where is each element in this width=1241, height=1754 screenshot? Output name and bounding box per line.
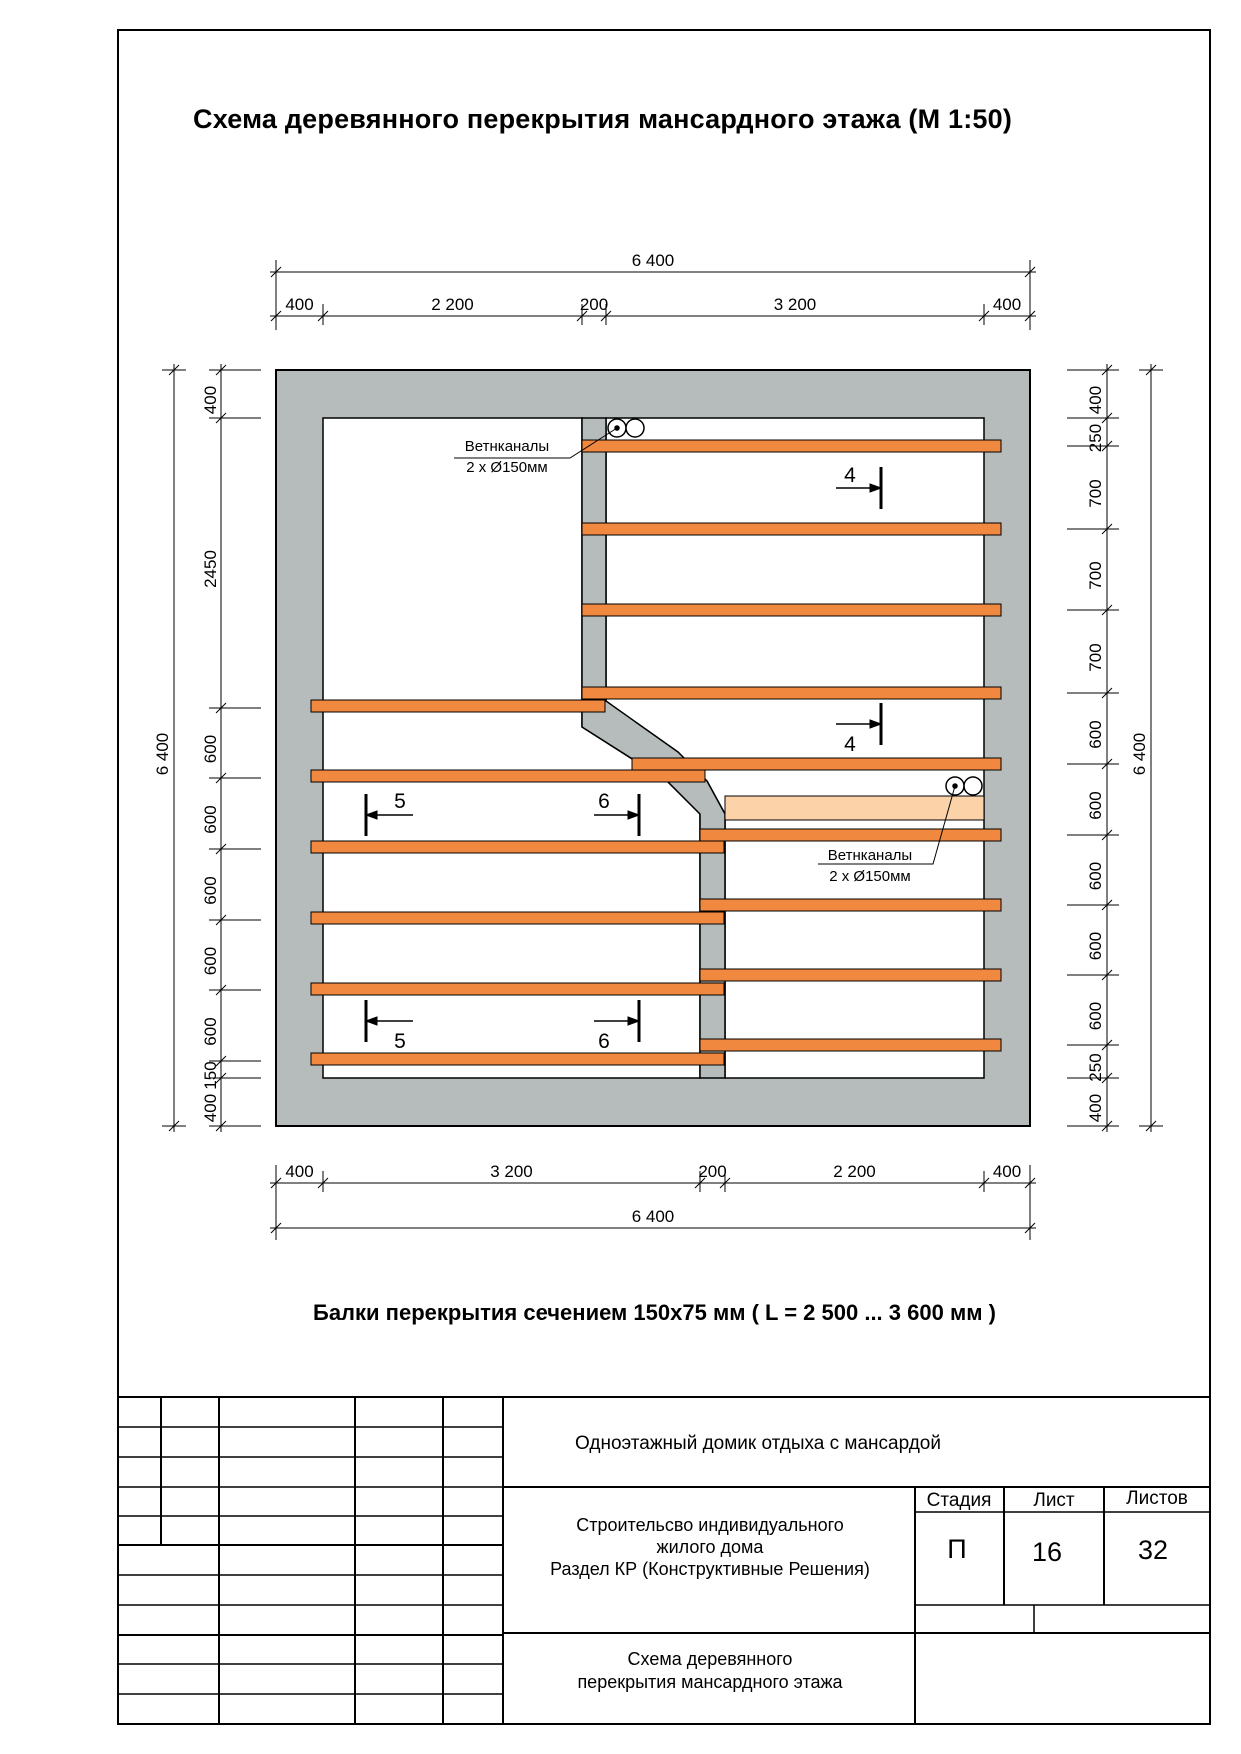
vent-label-2: Ветнканалы: [827, 847, 913, 864]
dimension-label: 200: [579, 295, 609, 314]
beam: [311, 700, 605, 712]
project-description-line: Раздел КР (Конструктивные Решения): [550, 1559, 870, 1579]
section-label: 6: [598, 790, 610, 813]
dimension-label: 700: [1086, 479, 1105, 508]
dimension-label: 400: [1086, 1093, 1105, 1123]
dimension-label: 600: [201, 876, 220, 905]
section-label: 4: [844, 733, 856, 756]
dimension-label: 600: [1086, 1001, 1105, 1031]
beam: [311, 912, 724, 924]
dimension-label: 2 200: [431, 295, 474, 314]
dimension-label: 600: [1086, 720, 1105, 749]
dimension-label: 400: [1086, 385, 1105, 415]
dimension-label: 2 200: [833, 1162, 876, 1181]
beam: [700, 969, 1001, 981]
vent-size-1: 2 х Ø150мм: [466, 459, 548, 476]
dimension-label: 250: [1086, 423, 1105, 453]
dimension-label: 400: [992, 295, 1022, 314]
dimension-label: 600: [201, 805, 220, 834]
dimension-label: 6 400: [153, 732, 172, 776]
beam: [311, 1053, 724, 1065]
sheets-header: Листов: [1126, 1488, 1188, 1509]
dimension-label: 3 200: [490, 1162, 533, 1181]
beam-note: Балки перекрытия сечением 150х75 мм ( L = 2 500 ... 3 600 мм ): [313, 1300, 996, 1325]
dimension-label: 6 400: [1130, 732, 1149, 776]
beam: [311, 983, 724, 995]
sheet-header: Лист: [1033, 1490, 1075, 1511]
dimension-label: 400: [992, 1162, 1022, 1181]
project-description-line: Строительсво индивидуального: [576, 1515, 844, 1535]
beam: [582, 523, 1001, 535]
dimension-label: 250: [1086, 1053, 1105, 1082]
dimension-label: 600: [201, 734, 220, 764]
section-label: 5: [394, 790, 406, 813]
dimension-label: 600: [1086, 791, 1105, 820]
dimension-label: 600: [201, 1017, 220, 1046]
project-description-line: жилого дома: [656, 1537, 764, 1557]
beam: [700, 1039, 1001, 1051]
dimension-label: 150: [201, 1061, 220, 1090]
dimension-label: 600: [1086, 861, 1105, 891]
sheet-value: 16: [1031, 1537, 1063, 1567]
beam: [700, 829, 1001, 841]
dimension-label: 2450: [201, 550, 220, 588]
beam: [582, 440, 1001, 452]
dimension-label: 400: [285, 295, 314, 314]
dimension-label: 400: [285, 1162, 314, 1181]
beam: [582, 687, 1001, 699]
section-label: 4: [844, 464, 856, 487]
vent-size-2: 2 х Ø150мм: [829, 868, 911, 885]
dimension-label: 6 400: [631, 1207, 675, 1226]
stage-header: Стадия: [926, 1490, 992, 1511]
dimension-label: 400: [201, 385, 220, 415]
drawing-name-line: перекрытия мансардного этажа: [577, 1672, 843, 1692]
drawing-name-line: Схема деревянного: [627, 1649, 793, 1669]
beam-light: [725, 796, 984, 820]
sheets-value: 32: [1137, 1535, 1169, 1565]
beam: [311, 770, 705, 782]
beam: [311, 841, 724, 853]
beam: [632, 758, 1001, 770]
dimension-label: 600: [201, 946, 220, 976]
beam: [700, 899, 1001, 911]
dimension-label: 6 400: [631, 251, 675, 270]
section-label: 6: [598, 1030, 610, 1053]
drawing-title: Схема деревянного перекрытия мансардного этажа (М 1:50): [193, 104, 1013, 134]
project-name: Одноэтажный домик отдыха с мансардой: [575, 1433, 941, 1454]
vent-label-1: Ветнканалы: [464, 438, 550, 455]
dimension-label: 200: [698, 1162, 727, 1181]
dimension-label: 700: [1086, 643, 1105, 672]
dimension-label: 400: [201, 1093, 220, 1123]
beam: [582, 604, 1001, 616]
dimension-label: 600: [1086, 931, 1105, 961]
stage-value: П: [947, 1534, 967, 1564]
dimension-label: 700: [1086, 561, 1105, 590]
dimension-label: 3 200: [773, 295, 817, 314]
section-label: 5: [394, 1030, 406, 1053]
